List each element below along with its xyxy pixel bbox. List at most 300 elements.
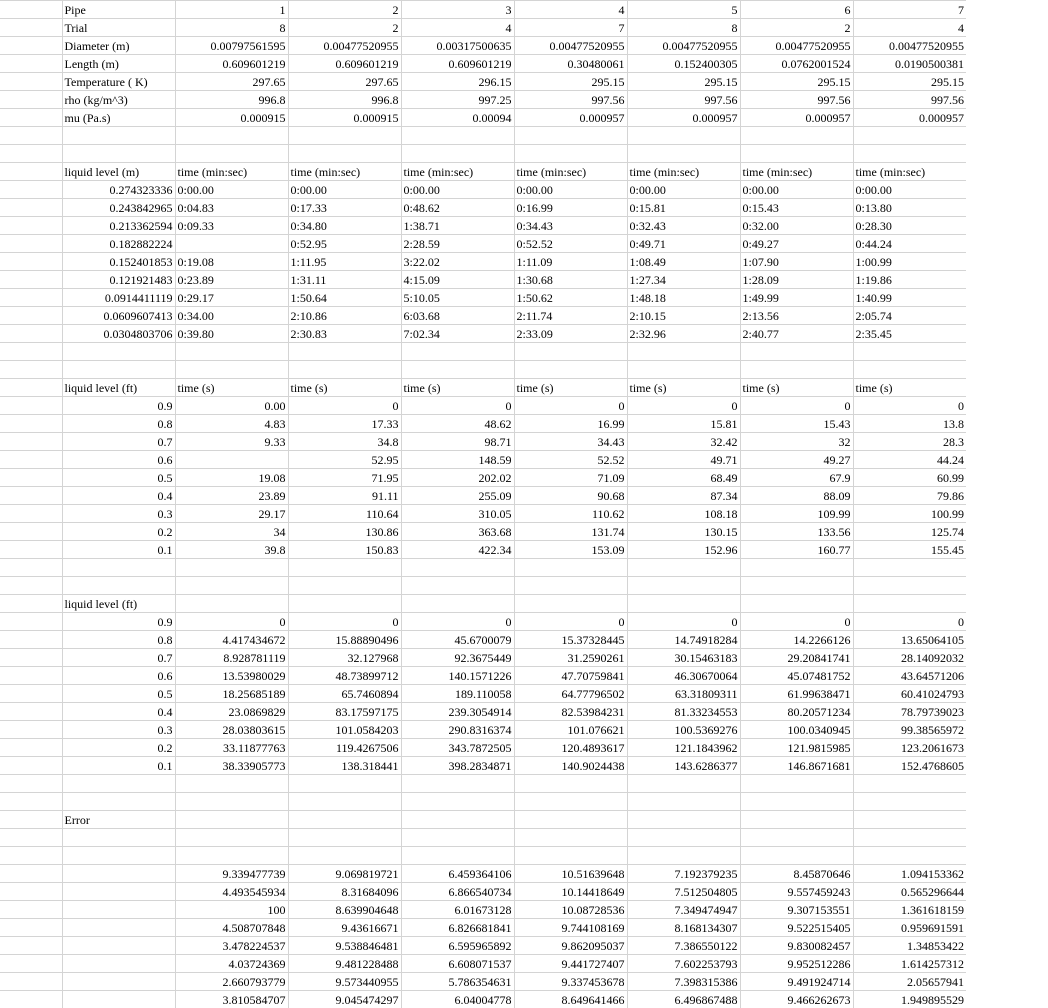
sheet-cell[interactable] bbox=[175, 847, 288, 865]
sheet-cell[interactable]: time (s) bbox=[514, 379, 627, 397]
sheet-cell[interactable]: 6.866540734 bbox=[401, 883, 514, 901]
sheet-cell[interactable]: 0.00477520955 bbox=[288, 37, 401, 55]
sheet-cell[interactable]: 15.43 bbox=[740, 415, 853, 433]
sheet-cell[interactable]: 1:31.11 bbox=[288, 271, 401, 289]
sheet-cell[interactable]: 2 bbox=[740, 19, 853, 37]
sheet-cell[interactable]: 6.459364106 bbox=[401, 865, 514, 883]
sheet-cell[interactable]: 189.110058 bbox=[401, 685, 514, 703]
sheet-cell[interactable]: 9.466262673 bbox=[740, 991, 853, 1008]
sheet-cell[interactable]: 67.9 bbox=[740, 469, 853, 487]
sheet-cell[interactable]: 4.493545934 bbox=[175, 883, 288, 901]
sheet-cell[interactable]: 0.1 bbox=[62, 541, 175, 559]
sheet-cell[interactable] bbox=[0, 667, 62, 685]
sheet-cell[interactable]: 119.4267506 bbox=[288, 739, 401, 757]
sheet-cell[interactable]: Diameter (m) bbox=[62, 37, 175, 55]
sheet-cell[interactable] bbox=[62, 883, 175, 901]
sheet-cell[interactable] bbox=[288, 595, 401, 613]
sheet-cell[interactable]: time (s) bbox=[288, 379, 401, 397]
sheet-cell[interactable]: 155.45 bbox=[853, 541, 966, 559]
sheet-cell[interactable] bbox=[0, 235, 62, 253]
sheet-cell[interactable]: 9.337453678 bbox=[514, 973, 627, 991]
sheet-cell[interactable] bbox=[62, 343, 175, 361]
sheet-cell[interactable]: 9.339477739 bbox=[175, 865, 288, 883]
sheet-cell[interactable]: 0.0609607413 bbox=[62, 307, 175, 325]
sheet-cell[interactable] bbox=[0, 901, 62, 919]
sheet-cell[interactable]: 9.952512286 bbox=[740, 955, 853, 973]
sheet-cell[interactable]: 0:52.52 bbox=[514, 235, 627, 253]
sheet-cell[interactable]: 202.02 bbox=[401, 469, 514, 487]
sheet-cell[interactable]: 3:22.02 bbox=[401, 253, 514, 271]
sheet-cell[interactable]: 0:49.71 bbox=[627, 235, 740, 253]
sheet-cell[interactable] bbox=[740, 811, 853, 829]
sheet-cell[interactable]: 8.45870646 bbox=[740, 865, 853, 883]
sheet-cell[interactable]: time (s) bbox=[853, 379, 966, 397]
sheet-cell[interactable]: 100.99 bbox=[853, 505, 966, 523]
sheet-cell[interactable] bbox=[401, 127, 514, 145]
sheet-cell[interactable]: 9.481228488 bbox=[288, 955, 401, 973]
sheet-cell[interactable]: 0.5 bbox=[62, 685, 175, 703]
sheet-cell[interactable]: time (s) bbox=[740, 379, 853, 397]
sheet-cell[interactable]: 88.09 bbox=[740, 487, 853, 505]
sheet-cell[interactable]: 7.398315386 bbox=[627, 973, 740, 991]
sheet-cell[interactable]: 29.17 bbox=[175, 505, 288, 523]
sheet-cell[interactable]: 125.74 bbox=[853, 523, 966, 541]
sheet-cell[interactable] bbox=[0, 703, 62, 721]
sheet-cell[interactable]: 19.08 bbox=[175, 469, 288, 487]
sheet-cell[interactable] bbox=[853, 145, 966, 163]
sheet-cell[interactable]: 0 bbox=[740, 613, 853, 631]
sheet-cell[interactable] bbox=[175, 811, 288, 829]
sheet-cell[interactable]: 60.41024793 bbox=[853, 685, 966, 703]
sheet-cell[interactable]: 0.121921483 bbox=[62, 271, 175, 289]
sheet-cell[interactable]: 9.069819721 bbox=[288, 865, 401, 883]
sheet-cell[interactable]: 0:29.17 bbox=[175, 289, 288, 307]
sheet-cell[interactable] bbox=[62, 793, 175, 811]
sheet-cell[interactable] bbox=[740, 145, 853, 163]
sheet-cell[interactable]: 0 bbox=[627, 613, 740, 631]
sheet-cell[interactable]: 0.00797561595 bbox=[175, 37, 288, 55]
sheet-cell[interactable] bbox=[175, 793, 288, 811]
sheet-cell[interactable] bbox=[0, 973, 62, 991]
sheet-cell[interactable]: 9.522515405 bbox=[740, 919, 853, 937]
sheet-cell[interactable] bbox=[62, 829, 175, 847]
sheet-cell[interactable]: 0:15.43 bbox=[740, 199, 853, 217]
sheet-cell[interactable]: time (s) bbox=[175, 379, 288, 397]
sheet-cell[interactable]: 295.15 bbox=[627, 73, 740, 91]
sheet-cell[interactable] bbox=[514, 775, 627, 793]
sheet-cell[interactable]: time (min:sec) bbox=[288, 163, 401, 181]
sheet-cell[interactable] bbox=[0, 775, 62, 793]
sheet-cell[interactable]: 0.8 bbox=[62, 415, 175, 433]
sheet-cell[interactable]: 49.71 bbox=[627, 451, 740, 469]
sheet-cell[interactable]: 7:02.34 bbox=[401, 325, 514, 343]
sheet-cell[interactable] bbox=[0, 343, 62, 361]
sheet-cell[interactable] bbox=[627, 577, 740, 595]
sheet-cell[interactable]: 33.11877763 bbox=[175, 739, 288, 757]
sheet-cell[interactable] bbox=[288, 847, 401, 865]
sheet-cell[interactable]: 0.4 bbox=[62, 703, 175, 721]
sheet-cell[interactable]: 2:10.86 bbox=[288, 307, 401, 325]
sheet-cell[interactable] bbox=[175, 145, 288, 163]
sheet-cell[interactable]: 123.2061673 bbox=[853, 739, 966, 757]
sheet-cell[interactable]: 1:38.71 bbox=[401, 217, 514, 235]
sheet-cell[interactable]: 14.74918284 bbox=[627, 631, 740, 649]
sheet-cell[interactable] bbox=[62, 919, 175, 937]
sheet-cell[interactable] bbox=[175, 595, 288, 613]
sheet-cell[interactable] bbox=[401, 343, 514, 361]
sheet-cell[interactable] bbox=[0, 811, 62, 829]
sheet-cell[interactable]: 65.7460894 bbox=[288, 685, 401, 703]
sheet-cell[interactable]: 0:19.08 bbox=[175, 253, 288, 271]
sheet-cell[interactable]: 0.609601219 bbox=[401, 55, 514, 73]
sheet-cell[interactable] bbox=[0, 91, 62, 109]
sheet-cell[interactable] bbox=[740, 127, 853, 145]
sheet-cell[interactable]: 71.95 bbox=[288, 469, 401, 487]
sheet-cell[interactable]: liquid level (m) bbox=[62, 163, 175, 181]
sheet-cell[interactable]: 146.8671681 bbox=[740, 757, 853, 775]
sheet-cell[interactable]: 0.0304803706 bbox=[62, 325, 175, 343]
sheet-cell[interactable] bbox=[0, 577, 62, 595]
sheet-cell[interactable]: 0:34.43 bbox=[514, 217, 627, 235]
sheet-cell[interactable]: 1:30.68 bbox=[514, 271, 627, 289]
sheet-cell[interactable] bbox=[0, 595, 62, 613]
sheet-cell[interactable] bbox=[0, 487, 62, 505]
sheet-cell[interactable]: 1:28.09 bbox=[740, 271, 853, 289]
sheet-cell[interactable] bbox=[0, 793, 62, 811]
sheet-cell[interactable] bbox=[853, 775, 966, 793]
sheet-cell[interactable]: 9.441727407 bbox=[514, 955, 627, 973]
sheet-cell[interactable]: 8.168134307 bbox=[627, 919, 740, 937]
sheet-cell[interactable]: 1.361618159 bbox=[853, 901, 966, 919]
sheet-cell[interactable]: 100.0340945 bbox=[740, 721, 853, 739]
sheet-cell[interactable]: 996.8 bbox=[175, 91, 288, 109]
sheet-cell[interactable] bbox=[0, 1, 62, 19]
sheet-cell[interactable]: 44.24 bbox=[853, 451, 966, 469]
sheet-cell[interactable]: 1:00.99 bbox=[853, 253, 966, 271]
sheet-cell[interactable]: 2:40.77 bbox=[740, 325, 853, 343]
sheet-cell[interactable] bbox=[0, 37, 62, 55]
sheet-cell[interactable] bbox=[740, 847, 853, 865]
sheet-cell[interactable] bbox=[627, 127, 740, 145]
sheet-cell[interactable]: 1.094153362 bbox=[853, 865, 966, 883]
sheet-cell[interactable] bbox=[627, 793, 740, 811]
sheet-cell[interactable]: 23.0869829 bbox=[175, 703, 288, 721]
sheet-cell[interactable]: 0:15.81 bbox=[627, 199, 740, 217]
sheet-cell[interactable]: 0 bbox=[401, 397, 514, 415]
sheet-cell[interactable]: 15.37328445 bbox=[514, 631, 627, 649]
sheet-cell[interactable]: 4.508707848 bbox=[175, 919, 288, 937]
sheet-cell[interactable]: 0:32.43 bbox=[627, 217, 740, 235]
sheet-cell[interactable]: time (min:sec) bbox=[401, 163, 514, 181]
sheet-cell[interactable] bbox=[62, 559, 175, 577]
sheet-cell[interactable] bbox=[175, 559, 288, 577]
sheet-cell[interactable] bbox=[62, 973, 175, 991]
sheet-cell[interactable]: 0.00477520955 bbox=[853, 37, 966, 55]
sheet-cell[interactable]: 91.11 bbox=[288, 487, 401, 505]
sheet-cell[interactable]: 0.152400305 bbox=[627, 55, 740, 73]
sheet-cell[interactable]: 1:08.49 bbox=[627, 253, 740, 271]
sheet-cell[interactable] bbox=[0, 163, 62, 181]
sheet-cell[interactable]: 9.830082457 bbox=[740, 937, 853, 955]
sheet-cell[interactable] bbox=[0, 919, 62, 937]
sheet-cell[interactable] bbox=[627, 559, 740, 577]
sheet-cell[interactable]: Trial bbox=[62, 19, 175, 37]
sheet-cell[interactable]: mu (Pa.s) bbox=[62, 109, 175, 127]
sheet-cell[interactable]: 0.00477520955 bbox=[740, 37, 853, 55]
sheet-cell[interactable]: 0:00.00 bbox=[514, 181, 627, 199]
sheet-cell[interactable] bbox=[853, 793, 966, 811]
sheet-cell[interactable] bbox=[0, 289, 62, 307]
sheet-cell[interactable]: 0:00.00 bbox=[175, 181, 288, 199]
sheet-cell[interactable] bbox=[0, 829, 62, 847]
sheet-cell[interactable] bbox=[514, 811, 627, 829]
sheet-cell[interactable] bbox=[627, 145, 740, 163]
sheet-cell[interactable] bbox=[627, 811, 740, 829]
sheet-cell[interactable] bbox=[175, 829, 288, 847]
sheet-cell[interactable] bbox=[740, 343, 853, 361]
sheet-cell[interactable] bbox=[401, 361, 514, 379]
sheet-cell[interactable] bbox=[0, 109, 62, 127]
sheet-cell[interactable] bbox=[0, 721, 62, 739]
sheet-cell[interactable]: 34.8 bbox=[288, 433, 401, 451]
sheet-cell[interactable]: 1.614257312 bbox=[853, 955, 966, 973]
sheet-cell[interactable]: 34.43 bbox=[514, 433, 627, 451]
sheet-cell[interactable]: 130.86 bbox=[288, 523, 401, 541]
sheet-cell[interactable] bbox=[62, 991, 175, 1008]
sheet-cell[interactable]: 5.786354631 bbox=[401, 973, 514, 991]
sheet-cell[interactable]: 0.00094 bbox=[401, 109, 514, 127]
sheet-cell[interactable]: 6 bbox=[740, 1, 853, 19]
sheet-cell[interactable] bbox=[288, 145, 401, 163]
sheet-cell[interactable]: time (min:sec) bbox=[853, 163, 966, 181]
sheet-cell[interactable] bbox=[514, 847, 627, 865]
sheet-cell[interactable]: 0:44.24 bbox=[853, 235, 966, 253]
sheet-cell[interactable] bbox=[0, 991, 62, 1008]
sheet-cell[interactable]: 90.68 bbox=[514, 487, 627, 505]
sheet-cell[interactable]: 0.000957 bbox=[514, 109, 627, 127]
sheet-cell[interactable]: 1 bbox=[175, 1, 288, 19]
sheet-cell[interactable]: time (min:sec) bbox=[175, 163, 288, 181]
sheet-cell[interactable]: 45.6700079 bbox=[401, 631, 514, 649]
sheet-cell[interactable]: 9.43616671 bbox=[288, 919, 401, 937]
sheet-cell[interactable]: 295.15 bbox=[514, 73, 627, 91]
sheet-cell[interactable]: liquid level (ft) bbox=[62, 595, 175, 613]
sheet-cell[interactable]: 0:34.80 bbox=[288, 217, 401, 235]
sheet-cell[interactable]: 6.01673128 bbox=[401, 901, 514, 919]
sheet-cell[interactable]: 3.810584707 bbox=[175, 991, 288, 1008]
sheet-cell[interactable] bbox=[853, 847, 966, 865]
sheet-cell[interactable] bbox=[0, 523, 62, 541]
sheet-cell[interactable]: 47.70759841 bbox=[514, 667, 627, 685]
sheet-cell[interactable]: 6.04004778 bbox=[401, 991, 514, 1008]
sheet-cell[interactable]: 0.274323336 bbox=[62, 181, 175, 199]
sheet-cell[interactable] bbox=[0, 883, 62, 901]
sheet-cell[interactable] bbox=[0, 19, 62, 37]
sheet-cell[interactable]: 0.2 bbox=[62, 739, 175, 757]
sheet-cell[interactable]: 9.491924714 bbox=[740, 973, 853, 991]
sheet-cell[interactable] bbox=[288, 775, 401, 793]
sheet-cell[interactable]: 0 bbox=[853, 613, 966, 631]
sheet-cell[interactable] bbox=[401, 775, 514, 793]
sheet-cell[interactable]: 150.83 bbox=[288, 541, 401, 559]
sheet-cell[interactable]: 0.182882224 bbox=[62, 235, 175, 253]
sheet-cell[interactable]: 0 bbox=[740, 397, 853, 415]
sheet-cell[interactable]: 0:00.00 bbox=[401, 181, 514, 199]
sheet-cell[interactable]: 7 bbox=[853, 1, 966, 19]
sheet-cell[interactable]: 14.2266126 bbox=[740, 631, 853, 649]
sheet-cell[interactable] bbox=[401, 145, 514, 163]
sheet-cell[interactable] bbox=[0, 55, 62, 73]
sheet-cell[interactable]: 23.89 bbox=[175, 487, 288, 505]
sheet-cell[interactable] bbox=[175, 577, 288, 595]
sheet-cell[interactable] bbox=[0, 145, 62, 163]
sheet-cell[interactable] bbox=[0, 397, 62, 415]
sheet-cell[interactable] bbox=[288, 559, 401, 577]
sheet-cell[interactable]: 0 bbox=[288, 397, 401, 415]
sheet-cell[interactable]: 0.0762001524 bbox=[740, 55, 853, 73]
sheet-cell[interactable]: 290.8316374 bbox=[401, 721, 514, 739]
sheet-cell[interactable]: 108.18 bbox=[627, 505, 740, 523]
sheet-cell[interactable] bbox=[0, 217, 62, 235]
sheet-cell[interactable] bbox=[627, 343, 740, 361]
sheet-cell[interactable]: 18.25685189 bbox=[175, 685, 288, 703]
sheet-cell[interactable] bbox=[401, 793, 514, 811]
sheet-cell[interactable]: 0.8 bbox=[62, 631, 175, 649]
sheet-cell[interactable] bbox=[514, 361, 627, 379]
sheet-cell[interactable]: 63.31809311 bbox=[627, 685, 740, 703]
sheet-cell[interactable] bbox=[175, 127, 288, 145]
sheet-cell[interactable]: 79.86 bbox=[853, 487, 966, 505]
sheet-cell[interactable] bbox=[175, 343, 288, 361]
sheet-cell[interactable] bbox=[0, 199, 62, 217]
sheet-cell[interactable]: 52.95 bbox=[288, 451, 401, 469]
sheet-cell[interactable] bbox=[0, 361, 62, 379]
sheet-cell[interactable]: 101.076621 bbox=[514, 721, 627, 739]
sheet-cell[interactable]: 2:13.56 bbox=[740, 307, 853, 325]
sheet-cell[interactable] bbox=[401, 595, 514, 613]
sheet-cell[interactable] bbox=[514, 595, 627, 613]
sheet-cell[interactable]: 0.000915 bbox=[175, 109, 288, 127]
sheet-cell[interactable]: 5 bbox=[627, 1, 740, 19]
sheet-cell[interactable]: 43.64571206 bbox=[853, 667, 966, 685]
sheet-cell[interactable]: 1:50.62 bbox=[514, 289, 627, 307]
sheet-cell[interactable]: 101.0584203 bbox=[288, 721, 401, 739]
sheet-cell[interactable]: 17.33 bbox=[288, 415, 401, 433]
sheet-cell[interactable]: 0:04.83 bbox=[175, 199, 288, 217]
sheet-cell[interactable]: 3.478224537 bbox=[175, 937, 288, 955]
sheet-cell[interactable]: 48.62 bbox=[401, 415, 514, 433]
sheet-cell[interactable]: time (min:sec) bbox=[627, 163, 740, 181]
sheet-cell[interactable] bbox=[401, 577, 514, 595]
sheet-cell[interactable]: 0:28.30 bbox=[853, 217, 966, 235]
sheet-cell[interactable]: 0.0190500381 bbox=[853, 55, 966, 73]
sheet-cell[interactable]: 16.99 bbox=[514, 415, 627, 433]
sheet-cell[interactable] bbox=[0, 847, 62, 865]
sheet-cell[interactable]: 0.00 bbox=[175, 397, 288, 415]
sheet-cell[interactable]: 0:48.62 bbox=[401, 199, 514, 217]
sheet-cell[interactable] bbox=[0, 613, 62, 631]
sheet-cell[interactable]: 92.3675449 bbox=[401, 649, 514, 667]
sheet-cell[interactable] bbox=[0, 433, 62, 451]
sheet-cell[interactable]: 1:50.64 bbox=[288, 289, 401, 307]
sheet-cell[interactable] bbox=[288, 577, 401, 595]
sheet-cell[interactable]: 78.79739023 bbox=[853, 703, 966, 721]
sheet-cell[interactable]: 0.000957 bbox=[627, 109, 740, 127]
sheet-cell[interactable]: 0:00.00 bbox=[627, 181, 740, 199]
sheet-cell[interactable]: 10.51639648 bbox=[514, 865, 627, 883]
sheet-cell[interactable]: 310.05 bbox=[401, 505, 514, 523]
sheet-cell[interactable]: 997.25 bbox=[401, 91, 514, 109]
sheet-cell[interactable]: 0.609601219 bbox=[175, 55, 288, 73]
sheet-cell[interactable]: 0:23.89 bbox=[175, 271, 288, 289]
sheet-cell[interactable]: 0:09.33 bbox=[175, 217, 288, 235]
sheet-cell[interactable]: 1:07.90 bbox=[740, 253, 853, 271]
sheet-cell[interactable]: 32.42 bbox=[627, 433, 740, 451]
sheet-cell[interactable]: 31.2590261 bbox=[514, 649, 627, 667]
sheet-cell[interactable]: 98.71 bbox=[401, 433, 514, 451]
sheet-cell[interactable]: 6.608071537 bbox=[401, 955, 514, 973]
sheet-cell[interactable]: 0 bbox=[514, 613, 627, 631]
sheet-cell[interactable]: 83.17597175 bbox=[288, 703, 401, 721]
sheet-cell[interactable]: Temperature ( K) bbox=[62, 73, 175, 91]
sheet-cell[interactable] bbox=[62, 937, 175, 955]
sheet-cell[interactable]: 295.15 bbox=[740, 73, 853, 91]
sheet-cell[interactable]: 996.8 bbox=[288, 91, 401, 109]
sheet-cell[interactable]: 0.2 bbox=[62, 523, 175, 541]
sheet-cell[interactable]: 60.99 bbox=[853, 469, 966, 487]
sheet-cell[interactable]: 9.33 bbox=[175, 433, 288, 451]
sheet-cell[interactable]: 140.1571226 bbox=[401, 667, 514, 685]
sheet-cell[interactable] bbox=[0, 181, 62, 199]
sheet-cell[interactable] bbox=[401, 847, 514, 865]
sheet-cell[interactable]: 0.4 bbox=[62, 487, 175, 505]
sheet-cell[interactable]: 2:05.74 bbox=[853, 307, 966, 325]
sheet-cell[interactable]: 0 bbox=[288, 613, 401, 631]
sheet-cell[interactable] bbox=[62, 847, 175, 865]
sheet-cell[interactable] bbox=[62, 361, 175, 379]
sheet-cell[interactable] bbox=[853, 595, 966, 613]
sheet-cell[interactable]: 2:10.15 bbox=[627, 307, 740, 325]
sheet-cell[interactable] bbox=[175, 361, 288, 379]
sheet-cell[interactable]: 0.9 bbox=[62, 397, 175, 415]
sheet-cell[interactable] bbox=[0, 631, 62, 649]
sheet-cell[interactable]: 0.213362594 bbox=[62, 217, 175, 235]
sheet-cell[interactable]: 160.77 bbox=[740, 541, 853, 559]
sheet-cell[interactable]: 297.65 bbox=[288, 73, 401, 91]
sheet-cell[interactable]: 153.09 bbox=[514, 541, 627, 559]
sheet-cell[interactable] bbox=[288, 361, 401, 379]
sheet-cell[interactable]: 100 bbox=[175, 901, 288, 919]
sheet-cell[interactable]: 295.15 bbox=[853, 73, 966, 91]
sheet-cell[interactable] bbox=[288, 793, 401, 811]
sheet-cell[interactable]: 46.30670064 bbox=[627, 667, 740, 685]
sheet-cell[interactable]: 7.192379235 bbox=[627, 865, 740, 883]
sheet-cell[interactable] bbox=[401, 829, 514, 847]
sheet-cell[interactable]: 0:39.80 bbox=[175, 325, 288, 343]
sheet-cell[interactable] bbox=[0, 73, 62, 91]
sheet-cell[interactable] bbox=[288, 127, 401, 145]
sheet-cell[interactable] bbox=[0, 469, 62, 487]
sheet-cell[interactable] bbox=[0, 505, 62, 523]
sheet-cell[interactable]: time (s) bbox=[401, 379, 514, 397]
sheet-cell[interactable] bbox=[0, 739, 62, 757]
sheet-cell[interactable]: 9.538846481 bbox=[288, 937, 401, 955]
sheet-cell[interactable]: 64.77796502 bbox=[514, 685, 627, 703]
sheet-cell[interactable] bbox=[0, 685, 62, 703]
sheet-cell[interactable] bbox=[175, 451, 288, 469]
sheet-cell[interactable]: 0.00317500635 bbox=[401, 37, 514, 55]
sheet-cell[interactable]: 0.30480061 bbox=[514, 55, 627, 73]
